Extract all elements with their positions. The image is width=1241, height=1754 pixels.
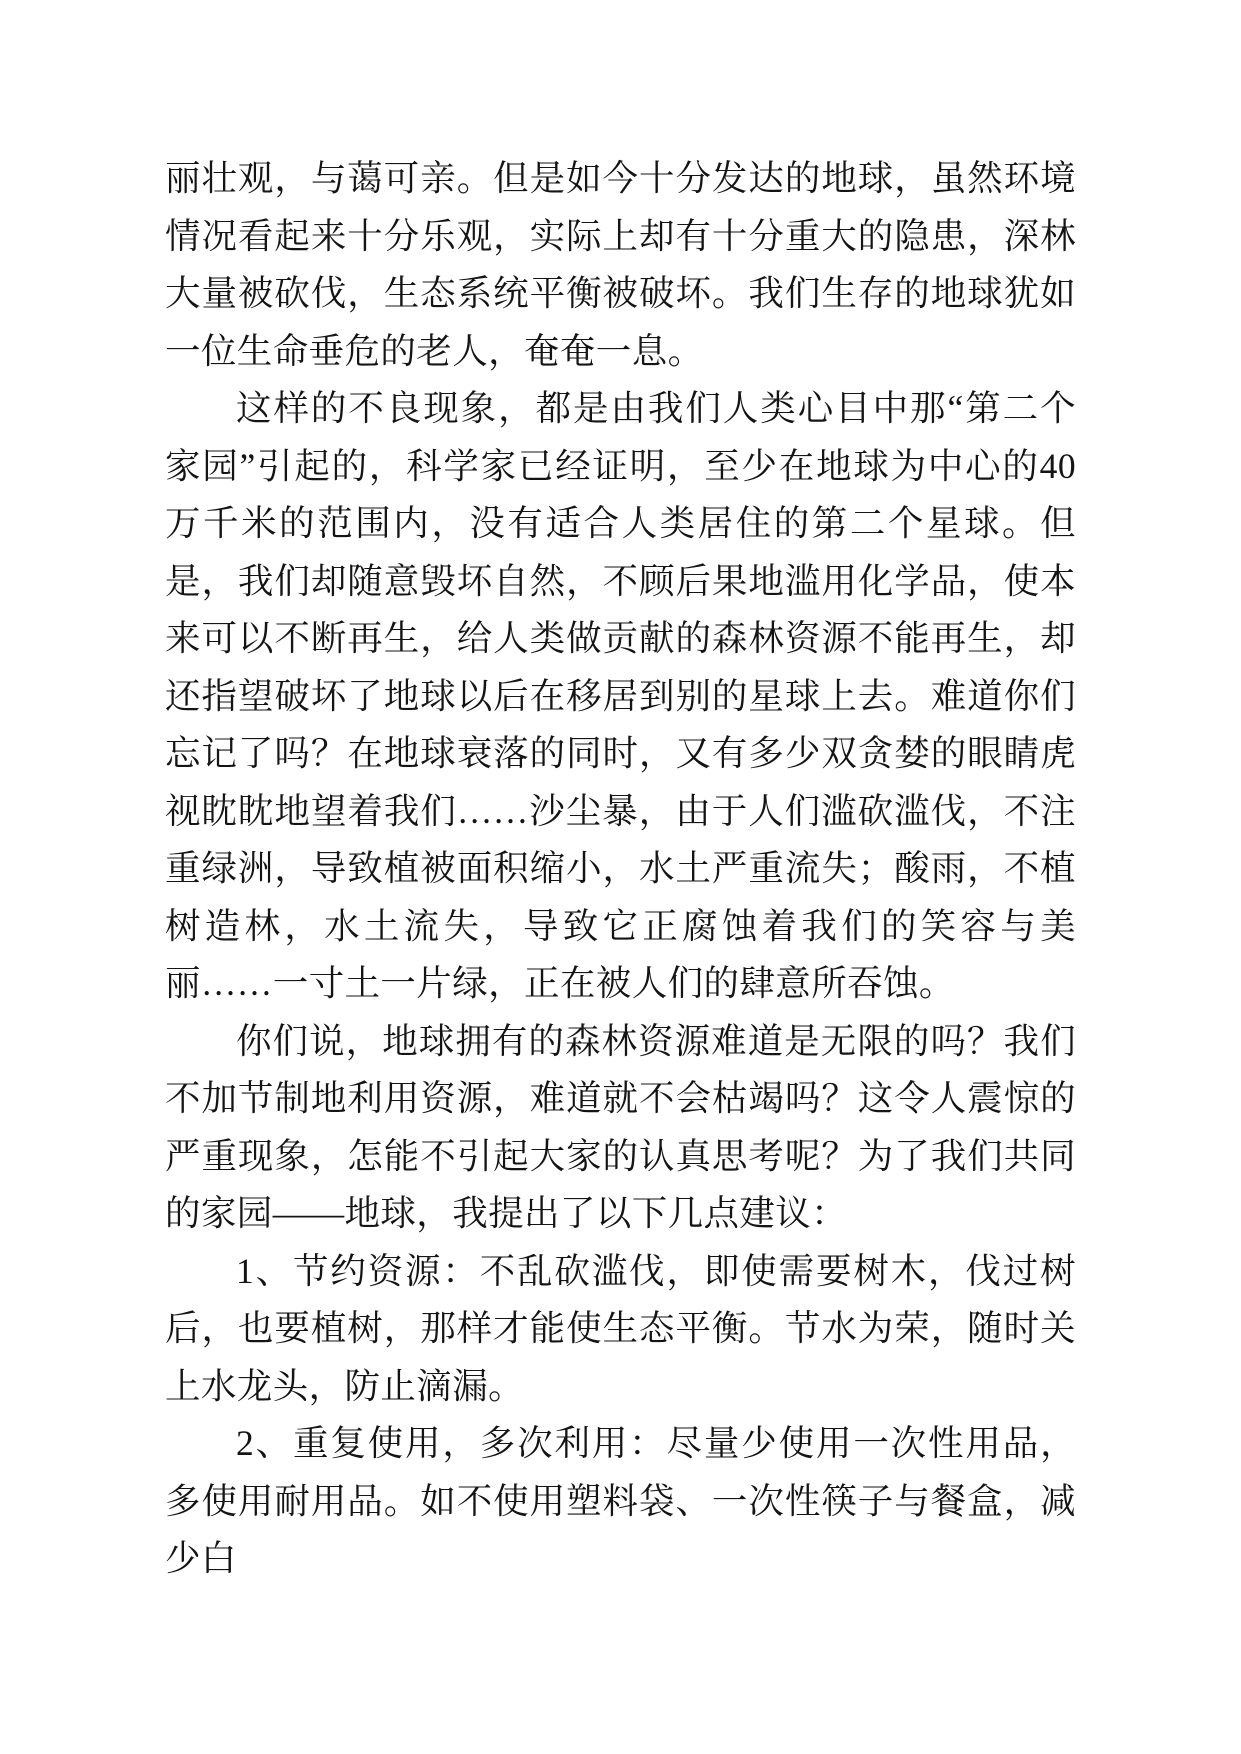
document-body [165, 150, 1076, 1588]
paragraph-5: 2、重复使用，多次利用：尽量少使用一次性用品，多使用耐用品。如不使用塑料袋、一次性筷子与餐盒，减少白 [165, 1423, 1076, 1578]
paragraph-2: 这样的不良现象，都是由我们人类心目中那“第二个家园”引起的，科学家已经证明，至少在地球为中心的40万千米的范围内，没有适合人类居住的第二个星球。但是，我们却随意毁坏自然，不顾后果地滥用化学品，使本来可以不断再生，给人类做贡献的森林资源不能再生，却还指望破坏了地球以后在移居到别的星球上去。难道你们忘记了吗？在地球衰落的同时，又有多少双贪婪的眼睛虎视眈眈地望着我们……沙尘暴，由于人们滥砍滥伐，不注重绿洲，导致植被面积缩小，水土严重流失；酸雨，不植树造林，水土流失，导致它正腐蚀着我们的笑容与美丽……一寸土一片绿，正在被人们的肆意所吞蚀。 [165, 388, 1076, 1003]
paragraph-4: 1、节约资源：不乱砍滥伐，即使需要树木，伐过树后，也要植树，那样才能使生态平衡。节水为荣，随时关上水龙头，防止滴漏。 [165, 1250, 1076, 1406]
paragraph-3: 你们说，地球拥有的森林资源难道是无限的吗？我们不加节制地利用资源，难道就不会枯竭吗？这令人震惊的严重现象，怎能不引起大家的认真思考呢？为了我们共同的家园——地球，我提出了以下几点建议： [165, 1020, 1076, 1233]
paragraph-1: 丽壮观，与蔼可亲。但是如今十分发达的地球，虽然环境情况看起来十分乐观，实际上却有十分重大的隐患，深林大量被砍伐，生态系统平衡被破坏。我们生存的地球犹如一位生命垂危的老人，奄奄一息。 [165, 158, 1076, 371]
